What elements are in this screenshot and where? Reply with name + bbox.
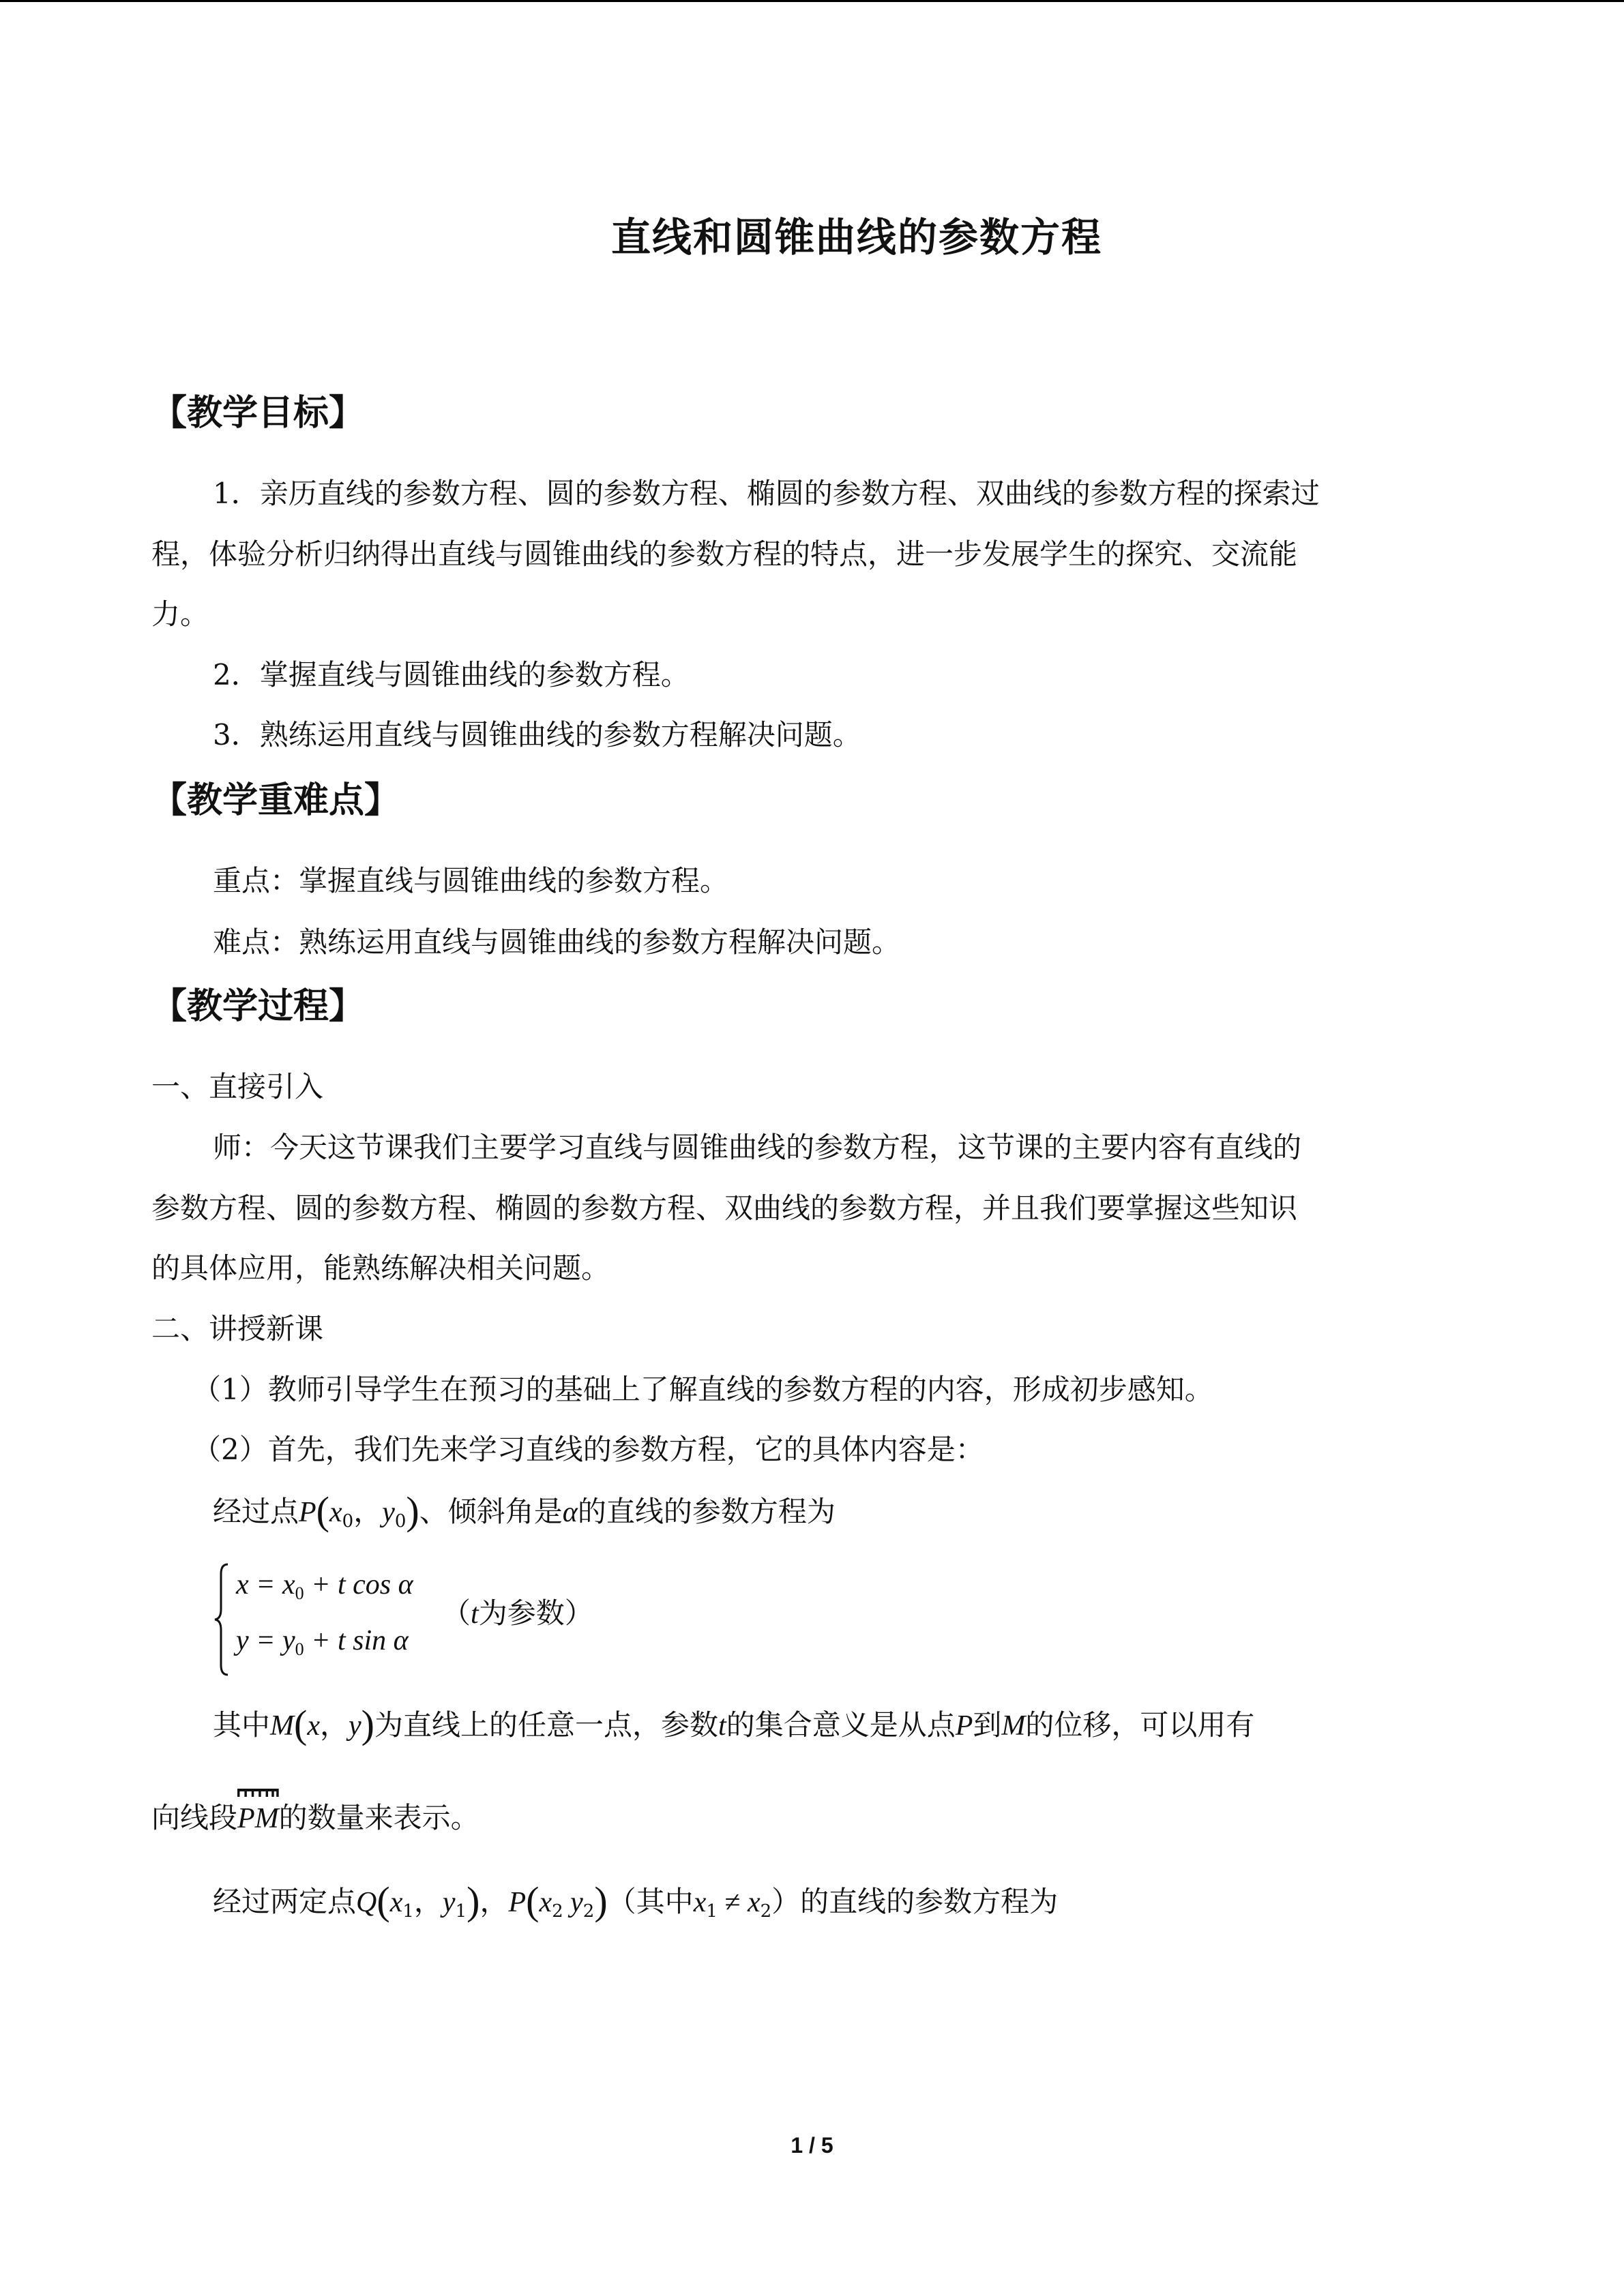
point-M: M xyxy=(270,1710,295,1742)
sub-2: 2 xyxy=(552,1901,563,1922)
process-heading: 【教学过程】 xyxy=(151,985,365,1027)
objective-3: 3．熟练运用直线与圆锥曲线的参数方程解决问题。 xyxy=(213,718,861,751)
vector-arrow-icon xyxy=(237,1782,279,1800)
coord-y: y xyxy=(382,1497,395,1528)
coord-x: x xyxy=(329,1497,342,1528)
page-top-border xyxy=(0,0,1624,2)
vector-PM xyxy=(237,1798,279,1839)
coord-comma: ， xyxy=(413,1885,443,1918)
point-line-prefix: 经过点 xyxy=(213,1495,299,1528)
sub-0: 0 xyxy=(342,1511,354,1532)
explain-mid-1: 为直线上的任意一点，参数 xyxy=(374,1708,719,1742)
sub-0: 0 xyxy=(295,1583,304,1603)
paren-close: ) xyxy=(594,1879,608,1923)
paren-open: ( xyxy=(316,1489,329,1533)
coord-comma: ， xyxy=(353,1495,383,1528)
left-brace xyxy=(213,1562,231,1678)
paren-close: ) xyxy=(406,1489,419,1533)
part1-heading: 一、直接引入 xyxy=(151,1070,324,1103)
keypoints-heading: 【教学重难点】 xyxy=(151,779,400,821)
two-point-prefix: 经过两定点 xyxy=(213,1885,357,1918)
paren-open: ( xyxy=(526,1879,540,1923)
objective-1-line-3: 力。 xyxy=(151,597,209,631)
sub-0: 0 xyxy=(295,1639,304,1659)
part2-heading: 二、讲授新课 xyxy=(151,1312,324,1345)
explain-line xyxy=(213,1704,1254,1746)
sub-1: 1 xyxy=(455,1901,467,1922)
equation-y-lhs: y = y xyxy=(236,1625,295,1656)
keypoint-focus: 重点：掌握直线与圆锥曲线的参数方程。 xyxy=(213,864,729,897)
paren-close: ) xyxy=(361,1702,374,1746)
sub-2: 2 xyxy=(760,1901,772,1922)
keypoint-difficulty: 难点：熟练运用直线与圆锥曲线的参数方程解决问题。 xyxy=(213,925,901,959)
point-line-suffix: 的直线的参数方程为 xyxy=(577,1495,836,1528)
document-title: 直线和圆锥曲线的参数方程 xyxy=(610,214,1102,260)
equation-x-rhs: + t cos α xyxy=(304,1569,413,1600)
point-P: P xyxy=(508,1887,527,1918)
explain-mid-2: 的集合意义是从点 xyxy=(726,1708,956,1742)
step-2: （2）首先，我们先来学习直线的参数方程，它的具体内容是： xyxy=(192,1433,984,1466)
param-note-open: （ xyxy=(442,1596,471,1630)
explain-suffix: 的位移，可以用有 xyxy=(1025,1708,1255,1742)
spacer xyxy=(563,1887,571,1918)
explain-mid-3: 到 xyxy=(973,1708,1002,1742)
explain-prefix: 其中 xyxy=(213,1708,271,1742)
part1-line-1: 师：今天这节课我们主要学习直线与圆锥曲线的参数方程，这节课的主要内容有直线的 xyxy=(213,1131,1302,1164)
two-point-line xyxy=(213,1881,1058,1932)
coord-x: x xyxy=(747,1887,761,1918)
coord-y: y xyxy=(442,1887,456,1918)
sub-2: 2 xyxy=(582,1901,595,1922)
coord-x: x xyxy=(693,1887,707,1918)
coord-y: y xyxy=(349,1710,361,1742)
point-line-mid: 、倾斜角是 xyxy=(419,1495,563,1528)
two-point-suffix: ）的直线的参数方程为 xyxy=(771,1885,1059,1918)
part1-line-2: 参数方程、圆的参数方程、椭圆的参数方程、双曲线的参数方程，并且我们要掌握这些知识 xyxy=(151,1191,1298,1225)
paren-close: ) xyxy=(467,1879,480,1923)
param-t: t xyxy=(471,1598,479,1630)
coord-x: x xyxy=(307,1710,320,1742)
sub-1: 1 xyxy=(706,1901,718,1922)
objective-1-line-1: 1．亲历直线的参数方程、圆的参数方程、椭圆的参数方程、双曲线的参数方程的探索过 xyxy=(213,477,1320,510)
step-1: （1）教师引导学生在预习的基础上了解直线的参数方程的内容，形成初步感知。 xyxy=(192,1373,1213,1406)
equation-x xyxy=(236,1564,413,1614)
brace-path xyxy=(215,1564,228,1675)
objective-2: 2．掌握直线与圆锥曲线的参数方程。 xyxy=(213,658,690,691)
objectives-heading: 【教学目标】 xyxy=(151,392,365,434)
point-M: M xyxy=(1001,1710,1026,1742)
param-note-close: 为参数） xyxy=(478,1596,593,1630)
page-indicator: 1 / 5 xyxy=(791,2133,833,2158)
sub-1: 1 xyxy=(402,1901,414,1922)
vector-PM-label: PM xyxy=(237,1803,279,1834)
point-P: P xyxy=(299,1497,316,1528)
coord-x: x xyxy=(389,1887,403,1918)
not-equal-sign: ≠ xyxy=(717,1887,748,1918)
vector-suffix: 的数量来表示。 xyxy=(278,1801,479,1834)
coord-y: y xyxy=(570,1887,583,1918)
paren-open: ( xyxy=(377,1879,390,1923)
paren-open: ( xyxy=(294,1702,308,1746)
coord-comma: ， xyxy=(479,1885,509,1918)
part1-line-3: 的具体应用，能熟练解决相关问题。 xyxy=(151,1251,610,1285)
objective-1-line-2: 程，体验分析归纳得出直线与圆锥曲线的参数方程的特点，进一步发展学生的探究、交流能 xyxy=(151,537,1298,571)
vector-line xyxy=(151,1798,479,1839)
param-t: t xyxy=(718,1710,726,1742)
sub-0: 0 xyxy=(394,1511,407,1532)
angle-alpha: α xyxy=(562,1497,578,1528)
coord-x: x xyxy=(539,1887,552,1918)
point-Q: Q xyxy=(356,1887,377,1918)
point-angle-line xyxy=(213,1491,836,1542)
two-point-mid: （其中 xyxy=(607,1885,694,1918)
parameter-note xyxy=(442,1593,593,1635)
equation-y-rhs: + t sin α xyxy=(304,1625,409,1656)
coord-comma: ， xyxy=(320,1708,349,1742)
equation-x-lhs: x = x xyxy=(236,1569,295,1600)
vector-prefix: 向线段 xyxy=(151,1801,238,1834)
point-P: P xyxy=(955,1710,973,1742)
equation-y xyxy=(236,1620,409,1670)
